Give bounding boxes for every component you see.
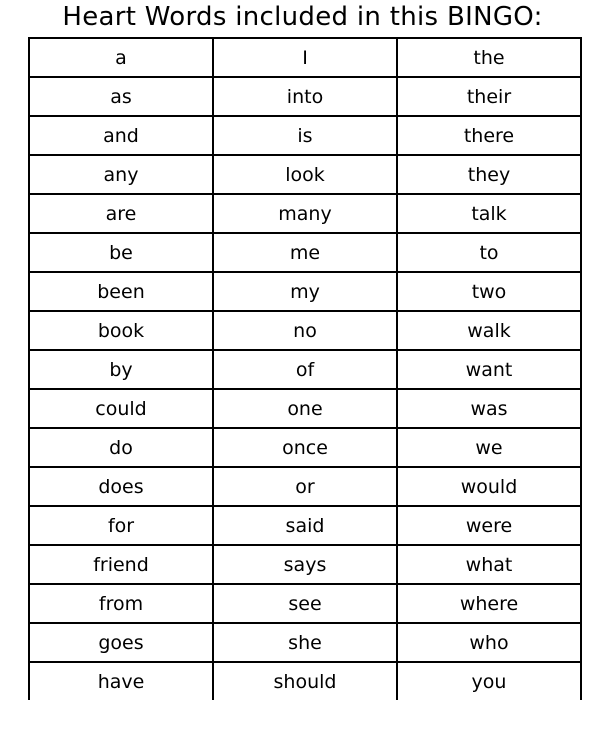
word-cell: are [29,194,213,233]
page-title: Heart Words included in this BINGO: [62,2,543,32]
word-cell: does [29,467,213,506]
word-cell: me [213,233,397,272]
table-row [29,623,581,662]
word-cell: no [213,311,397,350]
word-cell: two [397,272,581,311]
word-cell: do [29,428,213,467]
table-row [29,77,581,116]
word-rows [29,38,581,700]
table-row [29,272,581,311]
table-row [29,428,581,467]
word-cell: where [397,584,581,623]
word-cell: want [397,350,581,389]
word-cell: were [397,506,581,545]
word-cell: could [29,389,213,428]
word-cell: their [397,77,581,116]
table-row [29,662,581,700]
word-cell: any [29,155,213,194]
word-cell: would [397,467,581,506]
word-cell: been [29,272,213,311]
word-cell: and [29,116,213,155]
table-row [29,194,581,233]
word-cell: by [29,350,213,389]
word-cell: talk [397,194,581,233]
word-cell: says [213,545,397,584]
word-cell: from [29,584,213,623]
word-cell: look [213,155,397,194]
heart-words-table [28,37,582,700]
word-cell: who [397,623,581,662]
word-cell: or [213,467,397,506]
word-cell: is [213,116,397,155]
table-row [29,545,581,584]
word-cell: there [397,116,581,155]
word-cell: walk [397,311,581,350]
table-row [29,584,581,623]
word-cell: be [29,233,213,272]
word-cell: one [213,389,397,428]
word-cell: they [397,155,581,194]
word-cell: once [213,428,397,467]
table-row [29,155,581,194]
word-cell: should [213,662,397,700]
word-cell: have [29,662,213,700]
table-row [29,311,581,350]
table-row [29,38,581,77]
table-row [29,350,581,389]
table-row [29,506,581,545]
word-cell: as [29,77,213,116]
word-cell: of [213,350,397,389]
word-cell: to [397,233,581,272]
word-cell: she [213,623,397,662]
word-cell: many [213,194,397,233]
table-row [29,389,581,428]
word-cell: was [397,389,581,428]
word-cell: a [29,38,213,77]
word-cell: book [29,311,213,350]
table-row [29,116,581,155]
table-row [29,233,581,272]
word-cell: friend [29,545,213,584]
word-cell: I [213,38,397,77]
word-cell: the [397,38,581,77]
word-cell: my [213,272,397,311]
word-cell: you [397,662,581,700]
word-cell: into [213,77,397,116]
word-cell: see [213,584,397,623]
word-cell: goes [29,623,213,662]
word-cell: said [213,506,397,545]
word-cell: for [29,506,213,545]
table-row [29,467,581,506]
word-cell: what [397,545,581,584]
word-cell: we [397,428,581,467]
